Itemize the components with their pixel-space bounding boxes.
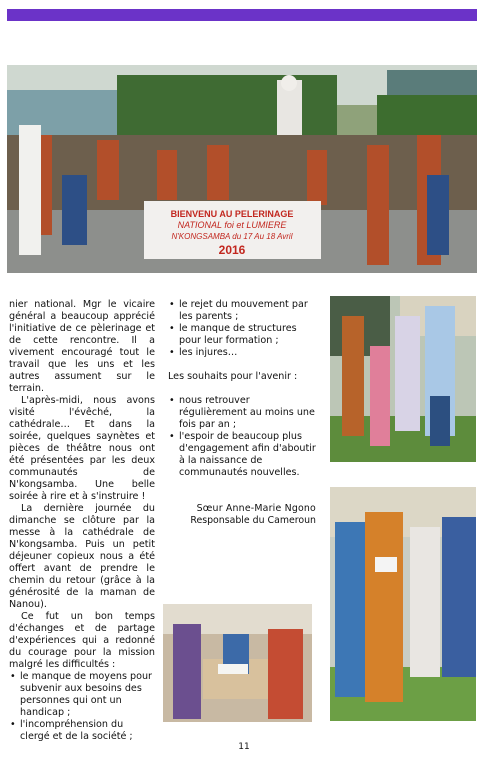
header-accent-bar (7, 9, 477, 21)
list-item: • le manque de structures pour leur formation ; (168, 323, 316, 347)
list-item: • les injures… (168, 347, 316, 359)
signature (168, 503, 316, 527)
banner-line-2: NATIONAL foi et LUMIERE (177, 220, 287, 230)
photo-small-group (330, 296, 476, 462)
list-item: • le rejet du mouvement par les parents ; (168, 299, 316, 323)
text-column-left (9, 299, 155, 743)
banner-line-3: N'KONGSAMBA du 17 Au 18 Avril (171, 232, 293, 241)
difficulties-list-continued (168, 299, 316, 359)
paragraph: nier national. Mgr le vicaire général a beaucoup apprécié l'initiative de ce pèlerinage et de cette rencontre. Il a vivement encouragé tout le travail que les uns et les autres assument sur le terrain. (9, 299, 155, 394)
list-item: • l'incompréhension du clergé et de la société ; (9, 719, 155, 743)
text-column-middle (168, 299, 316, 527)
signature-name: Sœur Anne-Marie Ngono (196, 503, 316, 514)
difficulties-list (9, 671, 155, 743)
list-item: • le manque de moyens pour subvenir aux besoins des personnes qui ont un handicap ; (9, 671, 155, 719)
paragraph: Ce fut un bon temps d'échanges et de partage d'expériences qui a redonné du courage pour la mission malgré les difficultés : (9, 611, 155, 670)
banner-year: 2016 (218, 243, 246, 257)
banner-line-1: BIENVENU AU PELERINAGE (170, 209, 294, 219)
photo-table (163, 604, 312, 722)
paragraph: La dernière journée du dimanche se clôture par la messe à la cathédrale de N'kongsamba. Puis un petit déjeuner copieux nous a été offert avant de prendre le chemin du retour (grâce à la générosité de la maman de Nanou). (9, 503, 155, 610)
signature-role: Responsable du Cameroun (190, 515, 316, 526)
paragraph: L'après-midi, nous avons visité l'évêché, la cathédrale… Et dans la soirée, quelques saynètes et pièces de théâtre nous ont été présentées par les deux communautés de N'kongsamba. Une belle soirée à rire et à s'instruire ! (9, 395, 155, 502)
wishes-list (168, 395, 316, 479)
photo-reading (330, 487, 476, 721)
page-number: 11 (238, 742, 250, 752)
list-item: • nous retrouver régulièrement au moins une fois par an ; (168, 395, 316, 431)
group-photo (7, 65, 477, 273)
wishes-intro: Les souhaits pour l'avenir : (168, 371, 298, 382)
list-item: • l'espoir de beaucoup plus d'engagement afin d'aboutir à la naissance de communautés nouvelles. (168, 431, 316, 479)
